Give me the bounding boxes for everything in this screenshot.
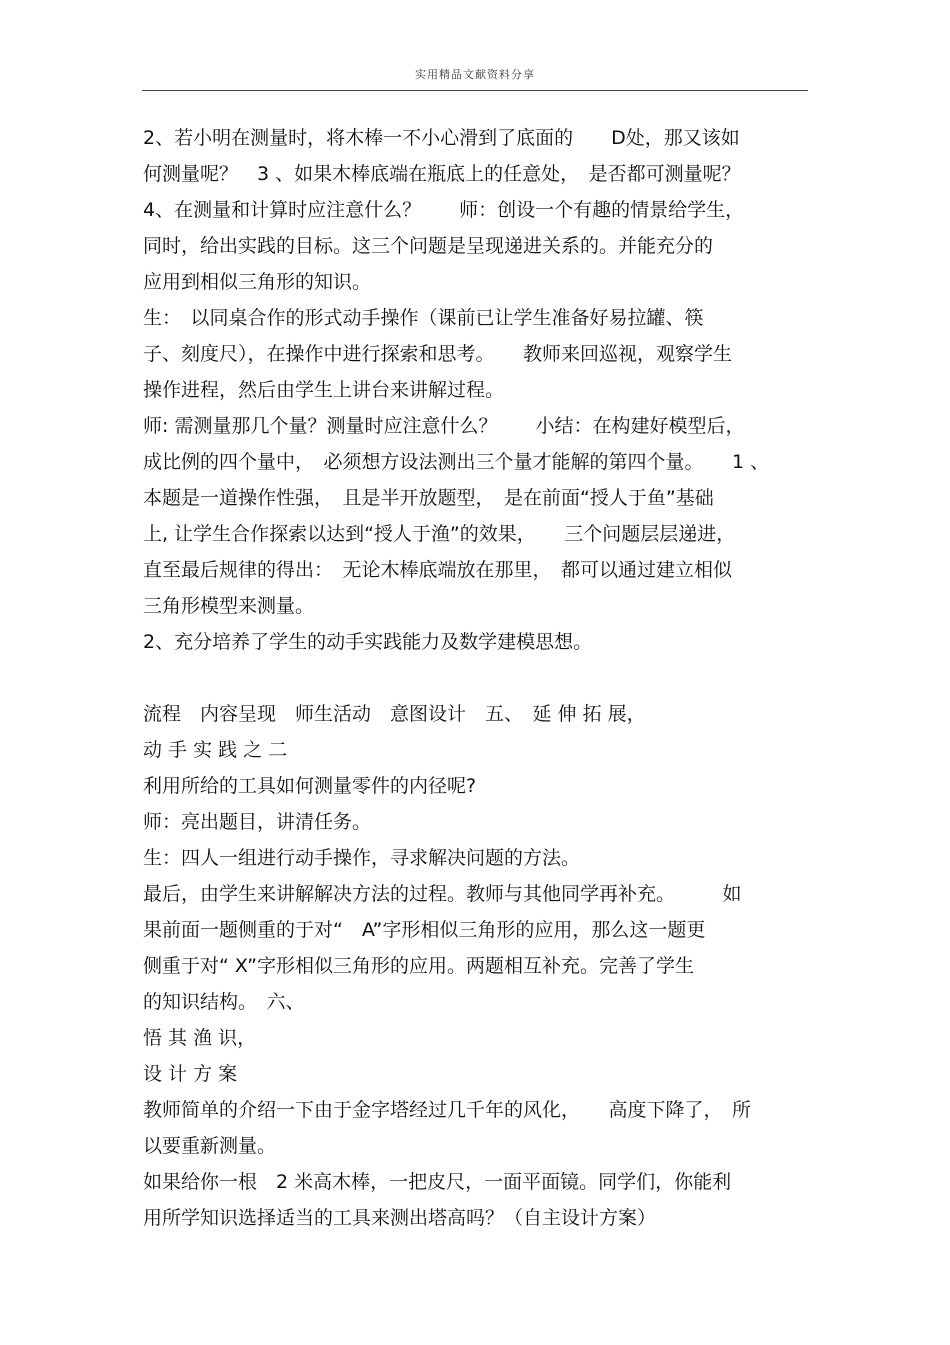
- text-line: 最后，由学生来讲解解决方法的过程。教师与其他同学再补充。 如: [143, 883, 742, 905]
- text-line: 三角形模型来测量。: [143, 595, 315, 617]
- text-line: 悟 其 渔 识，: [143, 1027, 257, 1049]
- text-line: 流程 内容呈现 师生活动 意图设计 五、 延 伸 拓 展，: [143, 703, 646, 725]
- text-line: 侧重于对“ X”字形相似三角形的应用。两题相互补充。完善了学生: [143, 955, 694, 977]
- text-line: 用所学知识选择适当的工具来测出塔高吗？（自主设计方案）: [143, 1207, 657, 1229]
- text-line: 直至最后规律的得出： 无论木棒底端放在那里， 都可以通过建立相似: [143, 559, 733, 581]
- text-line: 子、刻度尺），在操作中进行探索和思考。 教师来回巡视，观察学生: [143, 343, 733, 365]
- text-line: 以要重新测量。: [143, 1135, 277, 1157]
- text-line: 设 计 方 案: [143, 1063, 238, 1085]
- text-line: 利用所给的工具如何测量零件的内径呢?: [143, 775, 477, 797]
- document-body: [143, 120, 808, 1236]
- text-line: 4、在测量和计算时应注意什么？ 师：创设一个有趣的情景给学生，: [143, 199, 745, 221]
- text-line: 同时，给出实践的目标。这三个问题是呈现递进关系的。并能充分的: [143, 235, 714, 257]
- text-line: 何测量呢？ 3 、如果木棒底端在瓶底上的任意处， 是否都可测量呢？: [143, 163, 741, 185]
- text-line: 师: 需测量那几个量？测量时应注意什么？ 小结：在构建好模型后，: [143, 415, 745, 437]
- text-line: 生： 以同桌合作的形式动手操作（课前已让学生准备好易拉罐、筷: [143, 307, 704, 329]
- text-line: 成比例的四个量中， 必须想方设法测出三个量才能解的第四个量。 1 、: [143, 451, 770, 473]
- text-line: 师：亮出题目，讲清任务。: [143, 811, 372, 833]
- text-line: 2、充分培养了学生的动手实践能力及数学建模思想。: [143, 631, 593, 653]
- text-line: 教师简单的介绍一下由于金字塔经过几千年的风化， 高度下降了， 所: [143, 1099, 752, 1121]
- text-line: 上, 让学生合作探索以达到“授人于渔”的效果， 三个问题层层递进，: [143, 523, 736, 545]
- text-line: 动 手 实 践 之 二: [143, 739, 288, 761]
- page-header-title: 实用精品文献资料分享: [415, 68, 535, 81]
- text-line: 本题是一道操作性强， 且是半开放题型， 是在前面“授人于鱼”基础: [143, 487, 714, 509]
- text-line: 果前面一题侧重的于对“ A”字形相似三角形的应用，那么这一题更: [143, 919, 706, 941]
- text-line: 如果给你一根 2 米高木棒，一把皮尺，一面平面镜。同学们，你能利: [143, 1171, 732, 1193]
- text-line: 2、若小明在测量时，将木棒一不小心滑到了底面的 D处，那又该如: [143, 127, 740, 149]
- text-line: 生：四人一组进行动手操作，寻求解决问题的方法。: [143, 847, 581, 869]
- header-divider: [142, 90, 808, 91]
- text-line: 的知识结构。 六、: [143, 991, 305, 1013]
- text-line: 操作进程，然后由学生上讲台来讲解过程。: [143, 379, 505, 401]
- blank-line: [143, 660, 808, 696]
- text-line: 应用到相似三角形的知识。: [143, 271, 372, 293]
